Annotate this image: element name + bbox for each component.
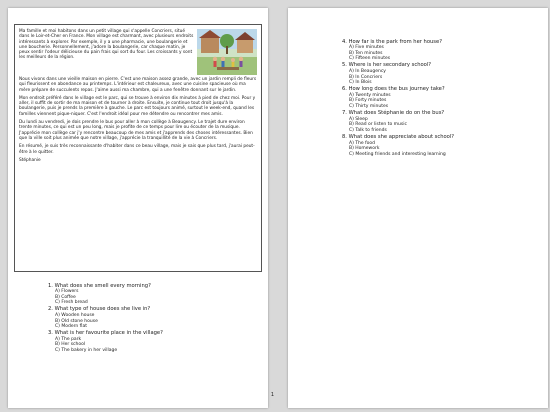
village-illustration	[197, 29, 257, 75]
question-4: 4. How far is the park from her house?	[342, 38, 442, 45]
question-3: 3. What is her favourite place in the village?	[48, 330, 163, 337]
question-6: 6. How long does the bus journey take?	[342, 86, 445, 93]
question-4-option-a: A) Five minutes	[349, 45, 384, 51]
question-3-option-c: C) The bakery in her village	[55, 348, 118, 354]
question-6-option-c: C) Thirty minutes	[349, 104, 389, 110]
question-2: 2. What type of house does she live in?	[48, 306, 151, 313]
question-6-option-a: A) Twenty minutes	[349, 92, 391, 98]
question-1-option-b: B) Coffee	[55, 294, 76, 300]
paragraph-5: En résumé, je suis très reconnaissante d'habiter dans ce beau village, mais je sais que plus tard, j'aurai peut-être à le quitter.	[19, 144, 255, 155]
question-7-option-a: A) Sleep	[349, 116, 368, 122]
question-4-option-b: B) Ten minutes	[349, 50, 383, 56]
question-7: 7. What does Stéphanie do on the bus?	[342, 110, 445, 117]
question-7-option-c: C) Talk to friends	[349, 127, 387, 133]
question-1-option-a: A) Flowers	[55, 289, 79, 295]
question-8-option-a: A) The food	[349, 140, 376, 146]
question-8: 8. What does she appreciate about school?	[342, 134, 455, 140]
paragraph-3: Mon endroit préféré dans le village est le parc, qui se trouve à environ dix minutes à pied de chez moi. Pour y aller, il suffit de sortir de ma maison et de tourner à droite. Ensuite, je continue tout droit jusqu'à la boulangerie, puis je prends la première à gauche. Le parc est toujours animé, surtout le week-end, quand les familles viennent pique-niquer. C'est l'endroit idéal pour me détendre ou rencontrer mes amis.	[19, 95, 256, 117]
question-8-option-c: C) Meeting friends and interesting learning	[349, 151, 446, 157]
question-8-option-b: B) Homework	[349, 146, 380, 152]
question-4-option-c: C) Fifteen minutes	[349, 56, 391, 62]
page-left	[8, 8, 274, 408]
paragraph-2: Nous vivons dans une vieille maison en pierre. C'est une maison assez grande, avec un jardin rempli de fleurs qui fleurissent en abondance au printemps. L'intérieur est chaleureux, avec une cuisine spacieuse où ma mère prépare de succulents repas. J'aime aussi ma chambre, qui a une fenêtre donnant sur le jardin.	[19, 77, 257, 93]
page-right	[288, 8, 548, 408]
paragraph-1	[19, 29, 257, 61]
question-5-option-b: B) In Concriers	[349, 74, 383, 80]
question-2-option-c: C) Modern flat	[55, 324, 87, 330]
question-5: 5. Where is her secondary school?	[342, 62, 432, 69]
question-3-option-a: A) The park	[55, 336, 82, 342]
question-5-option-a: A) In Beaugency	[349, 68, 386, 74]
paragraph-4: Du lundi au vendredi, je dois prendre le bus pour aller à mon collège à Beaugency. Le trajet dure environ trente minutes, ce qui est un peu long, mais je profite de ce temps pour lire ou écouter de la musique. J'apprécie mon collège car j'y rencontre beaucoup de mes amis et j'apprends des choses intéressantes. Bien que la ville soit plus animée que notre village, j'apprécie la tranquillité de la vie à Concriers.	[19, 120, 253, 141]
question-2-option-b: B) Old stone house	[55, 318, 98, 324]
page-number: 1	[270, 392, 274, 398]
reading-text-box	[14, 24, 262, 272]
question-3-option-b: B) Her school	[55, 342, 86, 348]
question-2-option-a: A) Wooden house	[55, 312, 95, 318]
questions-left	[48, 282, 258, 354]
question-5-option-c: C) In Blois	[349, 80, 372, 86]
paragraph-1-text: Ma famille et moi habitons dans un petit village qui s'appelle Concriers, situé dans le Loir-et-Cher en France. Mon village est charmant, avec plusieurs endroits intéressants à explorer. Par exemple, il y a une pharmacie, une boulangerie et une boucherie. Personnellement, j'adore la boulangerie, car chaque matin, je peux sentir l'odeur délicieuse du pain frais qui sort du four. Les croissants y sont les meilleurs de la région.	[19, 29, 194, 61]
questions-right	[342, 38, 542, 157]
question-1-option-c: C) Fresh bread	[55, 300, 88, 306]
question-6-option-b: B) Forty minutes	[349, 98, 387, 104]
signature: Stéphanie	[19, 157, 41, 163]
question-7-option-b: B) Read or listen to music	[349, 122, 407, 128]
question-1: 1. What does she smell every morning?	[48, 282, 151, 289]
